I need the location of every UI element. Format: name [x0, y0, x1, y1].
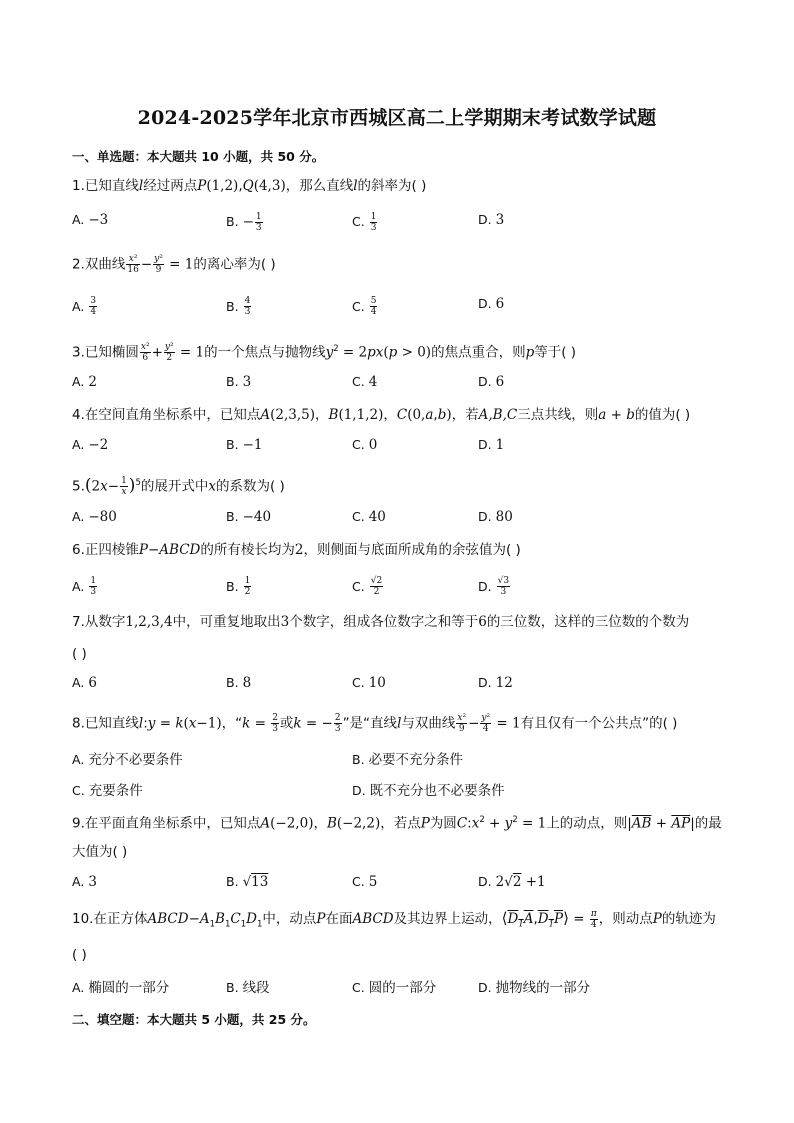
- option-b[interactable]: B. 3: [226, 374, 252, 390]
- question-5-options: [72, 509, 732, 529]
- question-6: 6.正四棱锥P−ABCD的所有棱长均为2，则侧面与底面所成角的余弦值为( ): [72, 542, 521, 558]
- question-10: 10.在正方体$ABCD-A_1B_1C_1D_1$中，动点P在面ABCD及其边界上运动，$⟨D_1A,D_1P⟩$ = $\frac{\pi}{4}$ ，则动点P的轨迹为: [72, 908, 716, 930]
- option-b[interactable]: B. √13: [226, 874, 269, 890]
- option-a[interactable]: A. −2: [72, 437, 109, 453]
- option-c[interactable]: C. $\frac{√2}{2}$: [352, 576, 383, 597]
- option-a[interactable]: A. 6: [72, 675, 97, 691]
- question-7-options: [72, 675, 732, 695]
- option-b[interactable]: B. 必要不充分条件: [352, 752, 464, 768]
- option-c[interactable]: C. 10: [352, 675, 386, 691]
- option-d[interactable]: D. 6: [478, 296, 505, 312]
- option-a[interactable]: A. $\frac{1}{3}$: [72, 576, 97, 597]
- question-8-options-row1: [72, 748, 732, 768]
- question-6-options: [72, 576, 732, 596]
- question-7: 7.从数字1,2,3,4中，可重复地取出3个数字，组成各位数字之和等于6的三位数，这样的三位数的个数为: [72, 614, 690, 630]
- option-a[interactable]: A. $\frac{3}{4}$: [72, 296, 97, 317]
- option-d[interactable]: D. 80: [478, 509, 513, 525]
- option-d[interactable]: D. $\frac{√3}{3}$: [478, 576, 510, 597]
- section-heading-fill-in: 二、填空题：本大题共 5 小题，共 25 分。: [72, 1012, 316, 1027]
- option-d[interactable]: D. 1: [478, 437, 505, 453]
- option-c[interactable]: C. 5: [352, 874, 378, 890]
- question-8: 8.已知直线l:y = k(x−1)，“k = $\frac{2}{3}$ 或k = − $\frac{2}{3}$ ”是“直线l与双曲线 $\frac{\text{x²}}{9}$ − $\frac{\text{y²}}{4}$ = 1有且仅有一个公共点”的( ): [72, 713, 678, 734]
- option-c[interactable]: C. $\frac{1}{3}$: [352, 212, 377, 233]
- question-3: 3.已知椭圆 $\frac{\text{x²}}{6}$ + $\frac{\text{y²}}{2}$ = 1的一个焦点与抛物线$y^2 = 2px(p > 0)$的焦点重合，则p等于( ): [72, 342, 577, 363]
- question-8-options-row2: [72, 779, 732, 799]
- option-d[interactable]: D. 12: [478, 675, 513, 691]
- option-c[interactable]: C. 0: [352, 437, 378, 453]
- question-5: 5.(2x− $\frac{1}{x}$ )$^5$的展开式中x的系数为( ): [72, 475, 285, 497]
- option-b[interactable]: B. − $\frac{1}{3}$: [226, 212, 262, 233]
- question-9-cont: 大值为( ): [72, 844, 128, 860]
- option-c[interactable]: C. $\frac{5}{4}$: [352, 296, 377, 317]
- question-9: 9.在平面直角坐标系中，已知点A(−2,0)，B(−2,2)，若点P为圆$C:x^2 + y^2 = 1$上的动点，则$|\overline{AB} + \overline{AP}|$的最: [72, 815, 722, 832]
- option-a[interactable]: A. −80: [72, 509, 117, 525]
- option-d[interactable]: D. 2√2 +1: [478, 874, 546, 890]
- option-a[interactable]: A. −3: [72, 212, 109, 228]
- section-heading-single-choice: 一、单选题：本大题共 10 小题，共 50 分。: [72, 149, 325, 164]
- option-c[interactable]: C. 圆的一部分: [352, 980, 437, 996]
- option-b[interactable]: B. $\frac{4}{3}$: [226, 296, 251, 317]
- question-1-options: [72, 212, 732, 232]
- question-7-paren: ( ): [72, 646, 87, 662]
- option-b[interactable]: B. $\frac{1}{2}$: [226, 576, 251, 597]
- option-d[interactable]: D. 抛物线的一部分: [478, 980, 591, 996]
- question-9-options: [72, 874, 732, 894]
- option-d[interactable]: D. 6: [478, 374, 505, 390]
- question-2-options: [72, 296, 732, 316]
- option-a[interactable]: A. 椭圆的一部分: [72, 980, 170, 996]
- option-a[interactable]: A. 2: [72, 374, 97, 390]
- option-b[interactable]: B. 8: [226, 675, 252, 691]
- question-3-options: [72, 374, 732, 394]
- question-4-options: [72, 437, 732, 457]
- option-b[interactable]: B. −1: [226, 437, 263, 453]
- option-d[interactable]: D. 既不充分也不必要条件: [352, 783, 505, 799]
- option-a[interactable]: A. 充分不必要条件: [72, 752, 183, 768]
- question-1: 1.已知直线l经过两点P(1,2),Q(4,3)，那么直线l的斜率为( ): [72, 178, 427, 194]
- option-c[interactable]: C. 充要条件: [72, 783, 143, 799]
- option-b[interactable]: B. 线段: [226, 980, 270, 996]
- option-c[interactable]: C. 4: [352, 374, 378, 390]
- question-10-paren: ( ): [72, 947, 87, 963]
- question-2: 2.双曲线 $\frac{\text{x²}}{16}$ − $\frac{\text{y²}}{9}$ = 1的离心率为( ): [72, 254, 276, 275]
- option-a[interactable]: A. 3: [72, 874, 97, 890]
- question-10-options: [72, 976, 732, 996]
- question-4: 4.在空间直角坐标系中，已知点A(2,3,5)，B(1,1,2)，C(0,a,b)，若A,B,C三点共线，则a + b的值为( ): [72, 407, 691, 423]
- option-d[interactable]: D. 3: [478, 212, 505, 228]
- option-b[interactable]: B. −40: [226, 509, 272, 525]
- page-title: 2024-2025学年北京市西城区高二上学期期末考试数学试题: [137, 107, 657, 129]
- option-c[interactable]: C. 40: [352, 509, 386, 525]
